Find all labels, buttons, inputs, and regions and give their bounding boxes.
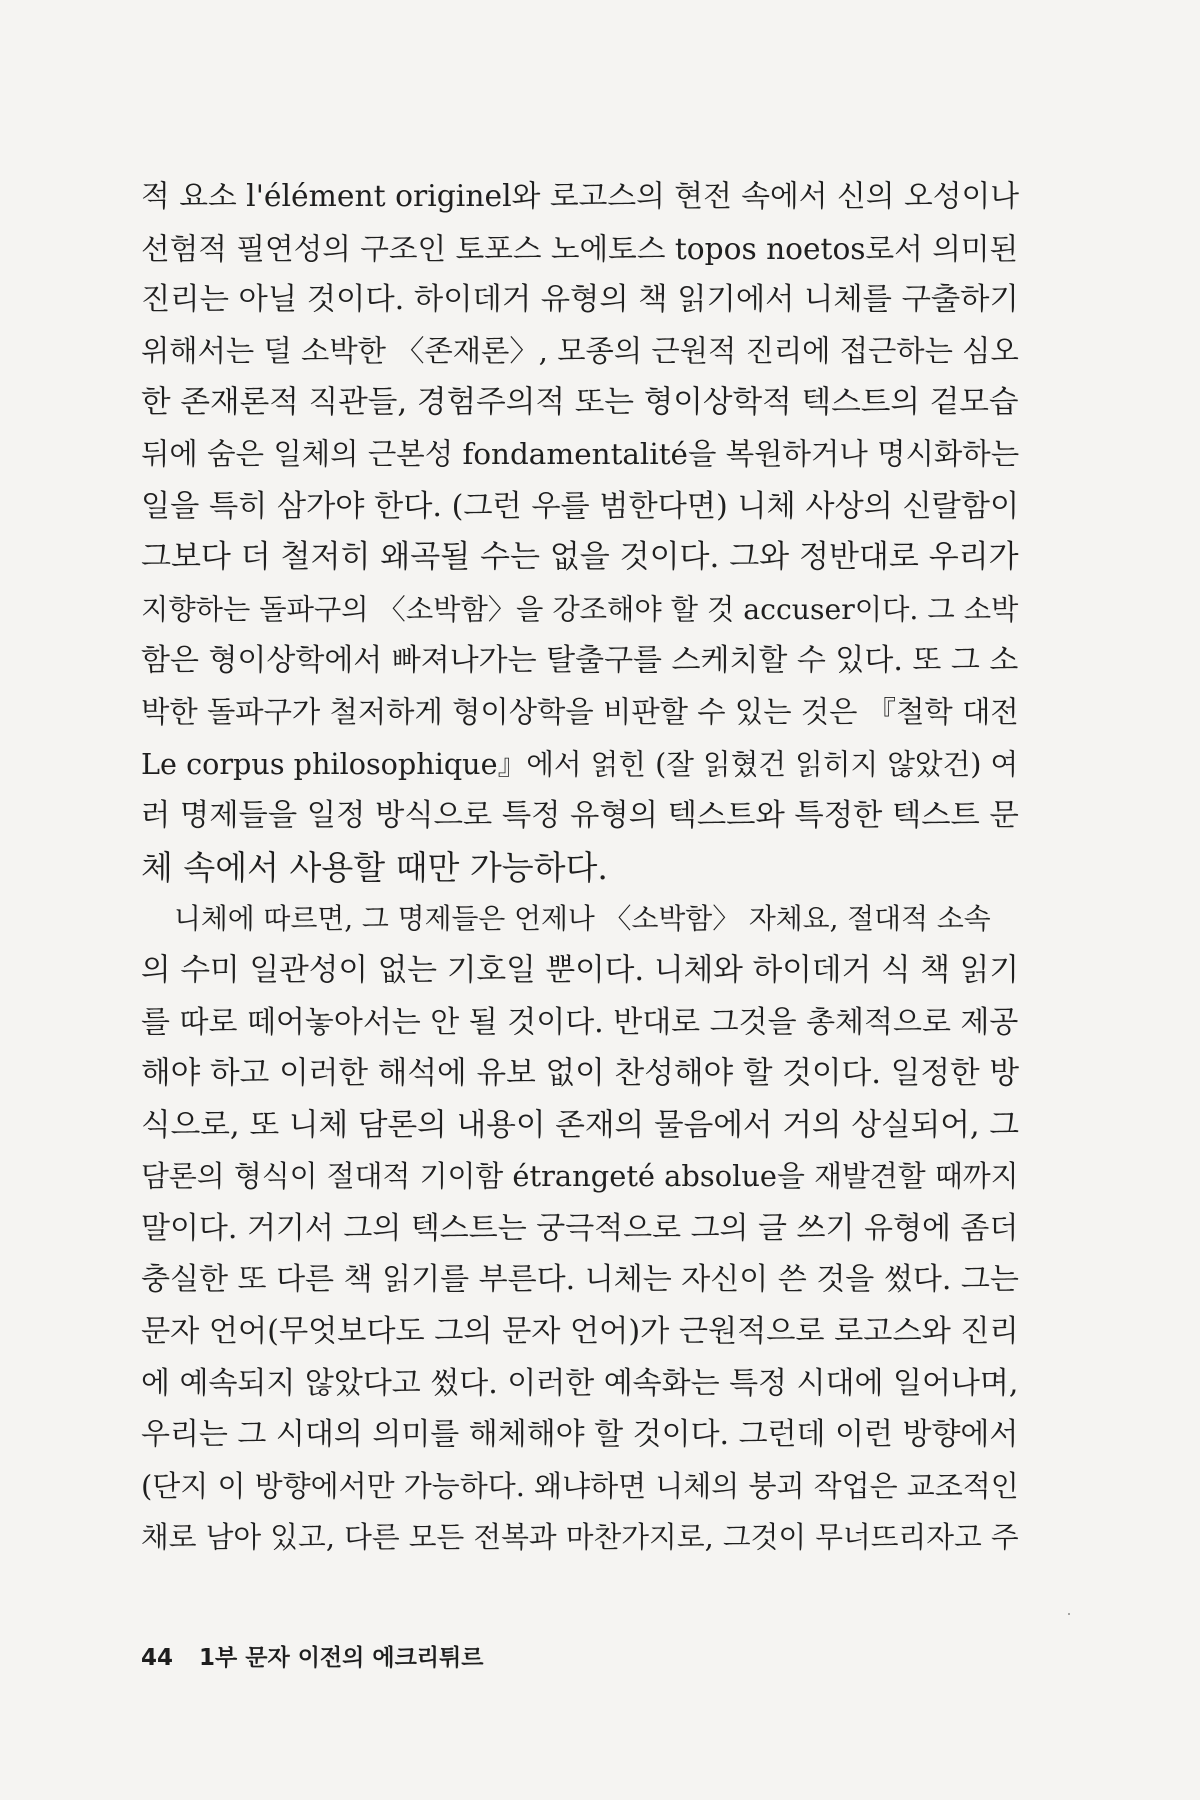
text-line: 의 수미 일관성이 없는 기호일 뿐이다. 니체와 하이데거 식 책 읽기	[141, 952, 1019, 988]
text-line: 한 존재론적 직관들, 경험주의적 또는 형이상학적 텍스트의 겉모습	[141, 385, 1019, 421]
text-line: 우리는 그 시대의 의미를 해체해야 할 것이다. 그런데 이런 방향에서	[141, 1417, 1019, 1453]
text-line: 함은 형이상학에서 빠져나가는 탈출구를 스케치할 수 있다. 또 그 소	[141, 643, 1019, 679]
text-line: 지향하는 돌파구의 〈소박함〉을 강조해야 할 것 accuser이다. 그 소박	[141, 592, 1019, 626]
text-line: 충실한 또 다른 책 읽기를 부른다. 니체는 자신이 쓴 것을 썼다. 그는	[141, 1262, 1019, 1298]
text-line: Le corpus philosophique』에서 얽힌 (잘 읽혔건 읽히지 않았건) 여	[141, 746, 1019, 781]
text-line: 니체에 따르면, 그 명제들은 언제나 〈소박함〉 자체요, 절대적 소속	[174, 902, 991, 936]
text-line: 뒤에 숨은 일체의 근본성 fondamentalité을 복원하거나 명시화하는	[141, 436, 1019, 471]
text-line: 러 명제들을 일정 방식으로 특정 유형의 텍스트와 특정한 텍스트 문	[141, 798, 1019, 834]
text-line: 문자 언어(무엇보다도 그의 문자 언어)가 근원적으로 로고스와 진리	[141, 1314, 1019, 1350]
page-number: 44	[141, 1645, 174, 1671]
text-line: 채로 남아 있고, 다른 모든 전복과 마찬가지로, 그것이 무너뜨리자고 주	[141, 1520, 1019, 1555]
text-line: 해야 하고 이러한 해석에 유보 없이 찬성해야 할 것이다. 일정한 방	[141, 1056, 1019, 1092]
text-line: 담론의 형식이 절대적 기이함 étrangeté absolue을 재발견할 때까지	[141, 1159, 1019, 1194]
text-line: 그보다 더 철저히 왜곡될 수는 없을 것이다. 그와 정반대로 우리가	[141, 539, 1019, 576]
text-line: 진리는 아닐 것이다. 하이데거 유형의 책 읽기에서 니체를 구출하기	[141, 282, 1019, 318]
text-line: 에 예속되지 않았다고 썼다. 이러한 예속화는 특정 시대에 일어나며,	[141, 1365, 1019, 1401]
text-line: 일을 특히 삼가야 한다. (그런 우를 범한다면) 니체 사상의 신랄함이	[141, 488, 1019, 524]
text-line: 식으로, 또 니체 담론의 내용이 존재의 물음에서 거의 상실되어, 그	[141, 1107, 1019, 1143]
page-footer	[141, 1640, 483, 1676]
body-text	[141, 171, 1019, 1564]
text-line: 박한 돌파구가 철저하게 형이상학을 비판할 수 있는 것은 『철학 대전	[141, 694, 1019, 729]
text-line: 체 속에서 사용할 때만 가능하다.	[141, 847, 608, 887]
text-line: 위해서는 덜 소박한 〈존재론〉, 모종의 근원적 진리에 접근하는 심오	[141, 333, 1019, 368]
text-line: 를 따로 떼어놓아서는 안 될 것이다. 반대로 그것을 총체적으로 제공	[141, 1004, 1019, 1040]
scan-speck	[1068, 1613, 1070, 1615]
text-line: 말이다. 거기서 그의 텍스트는 궁극적으로 그의 글 쓰기 유형에 좀더	[141, 1210, 1019, 1246]
text-line: 적 요소 l'élément originel와 로고스의 현전 속에서 신의 오성이나	[141, 179, 1019, 214]
section-title: 1부 문자 이전의 에크리튀르	[199, 1645, 484, 1671]
text-line: 선험적 필연성의 구조인 토포스 노에토스 topos noetos로서 의미된	[141, 230, 1019, 266]
text-line: (단지 이 방향에서만 가능하다. 왜냐하면 니체의 붕괴 작업은 교조적인	[141, 1468, 1019, 1503]
